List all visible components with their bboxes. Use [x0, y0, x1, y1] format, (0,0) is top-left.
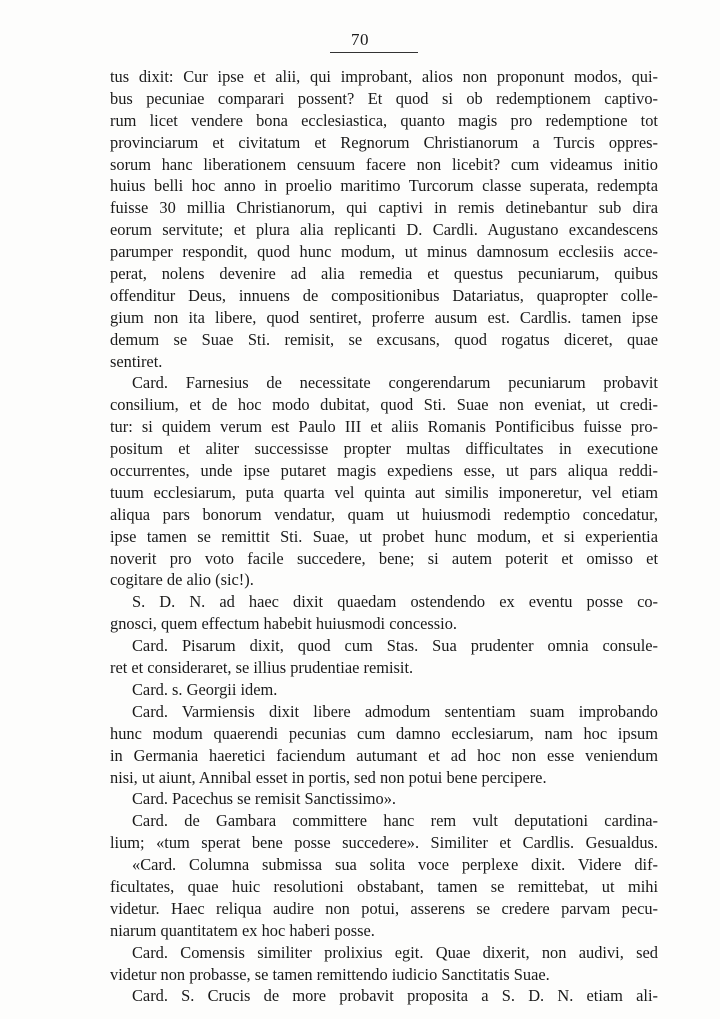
text-line: niarum quantitatem ex hoc haberi posse. — [110, 920, 375, 940]
text-line: bus pecuniae comparari possent? Et quod si ob redemptionem captivo- — [110, 88, 658, 108]
text-line: gnosci, quem effectum habebit huiusmodi concessio. — [110, 614, 458, 634]
text-line: nisi, ut aiunt, Annibal esset in portis, sed non potui bene percipere. — [110, 767, 547, 787]
text-line: tus dixit: Cur ipse et alii, qui improbant, alios non proponunt modos, qui- — [110, 67, 658, 86]
text-line: huius belli hoc anno in proelio maritimo Turcorum classe superata, redempta — [110, 176, 658, 196]
text-line: sentiret. — [110, 351, 163, 371]
text-line: videtur non probasse, se tamen remittendo iudicio Sanctitatis Suae. — [110, 964, 550, 984]
text-line: sorum hanc liberationem censuum facere non licebit? cum videamus initio — [110, 154, 658, 174]
text-line: occurrentes, unde ipse putaret magis expediens esse, ut pars aliqua reddi- — [110, 461, 658, 481]
text-line: Card. s. Georgii idem. — [132, 679, 278, 699]
text-line: perat, nolens devenire ad alia remedia et questus pecuniarum, quibus — [110, 264, 658, 284]
page-number-rule — [330, 52, 418, 53]
text-line: in Germania haeretici faciendum autumant et ad hoc non esse veniendum — [110, 745, 658, 765]
text-line: ficultates, quae huic resolutioni obstabant, tamen se remittebat, ut mihi — [110, 876, 658, 896]
text-line: demum se Suae Sti. remisit, se excusans, quod rogatus diceret, quae — [110, 329, 658, 349]
text-line: provinciarum et civitatum et Regnorum Christianorum a Turcis oppres- — [110, 132, 658, 152]
text-line: tur: si quidem verum est Paulo III et aliis Romanis Pontificibus fuisse pro- — [110, 417, 658, 437]
text-line: eorum servitute; et plura alia replicanti D. Cardli. Augustano excandescens — [110, 220, 658, 240]
body-text — [110, 66, 658, 1007]
text-line: noverit pro voto facile succedere, bene; si autem poterit et omisso et — [110, 548, 658, 568]
text-line: Card. Pacechus se remisit Sanctissimo». — [132, 789, 397, 809]
text-line: offenditur Deus, innuens de compositionibus Datariatus, quapropter colle- — [110, 285, 658, 305]
text-line: aliqua pars bonorum vendatur, quam ut huiusmodi redemptio concedatur, — [110, 504, 658, 524]
page-number: 70 — [351, 30, 369, 49]
text-line: Card. S. Crucis de more probavit proposita a S. D. N. etiam ali- — [132, 986, 658, 1006]
text-line: positum et aliter successisse propter multas difficultates in executione — [110, 439, 658, 459]
text-line: cogitare de alio (sic!). — [110, 570, 254, 590]
text-line: videtur. Haec reliqua audire non potui, asserens se credere parvam pecu- — [110, 898, 658, 918]
text-line: fuisse 30 millia Christianorum, qui captivi in remis detinebantur sub dira — [110, 198, 658, 218]
text-line: Card. Varmiensis dixit libere admodum sententiam suam improbando — [132, 701, 658, 721]
text-line: Card. Pisarum dixit, quod cum Stas. Sua prudenter omnia consule- — [132, 636, 658, 656]
text-line: gium non ita libere, quod sentiret, proferre ausum est. Cardlis. tamen ipse — [110, 307, 658, 327]
text-line: lium; «tum sperat bene posse succedere». Similiter et Cardlis. Gesualdus. — [110, 833, 658, 853]
text-line: «Card. Columna submissa sua solita voce perplexe dixit. Videre dif- — [132, 855, 658, 875]
text-line: tuum ecclesiarum, puta quarta vel quinta aut similis imponeretur, vel etiam — [110, 482, 658, 502]
text-line: ret et consideraret, se illius prudentiae remisit. — [110, 658, 414, 678]
text-line: parumper respondit, quod hunc modum, ut minus damnosum ecclesiis acce- — [110, 242, 658, 262]
text-line: hunc modum quaerendi pecunias cum damno ecclesiarum, nam hoc ipsum — [110, 723, 658, 743]
text-line: rum licet vendere bona ecclesiastica, quanto magis pro redemptione tot — [110, 110, 658, 130]
text-line: consilium, et de hoc modo dubitat, quod Sti. Suae non eveniat, ut credi- — [110, 395, 658, 415]
text-line: Card. de Gambara committere hanc rem vult deputationi cardina- — [132, 811, 658, 831]
text-line: S. D. N. ad haec dixit quaedam ostendendo ex eventu posse co- — [132, 592, 658, 612]
text-line: ipse tamen se remittit Sti. Suae, ut probet hunc modum, et si experientia — [110, 526, 658, 546]
text-line: Card. Comensis similiter prolixius egit. Quae dixerit, non audivi, sed — [132, 942, 658, 962]
text-line: Card. Farnesius de necessitate congerendarum pecuniarum probavit — [132, 373, 658, 393]
